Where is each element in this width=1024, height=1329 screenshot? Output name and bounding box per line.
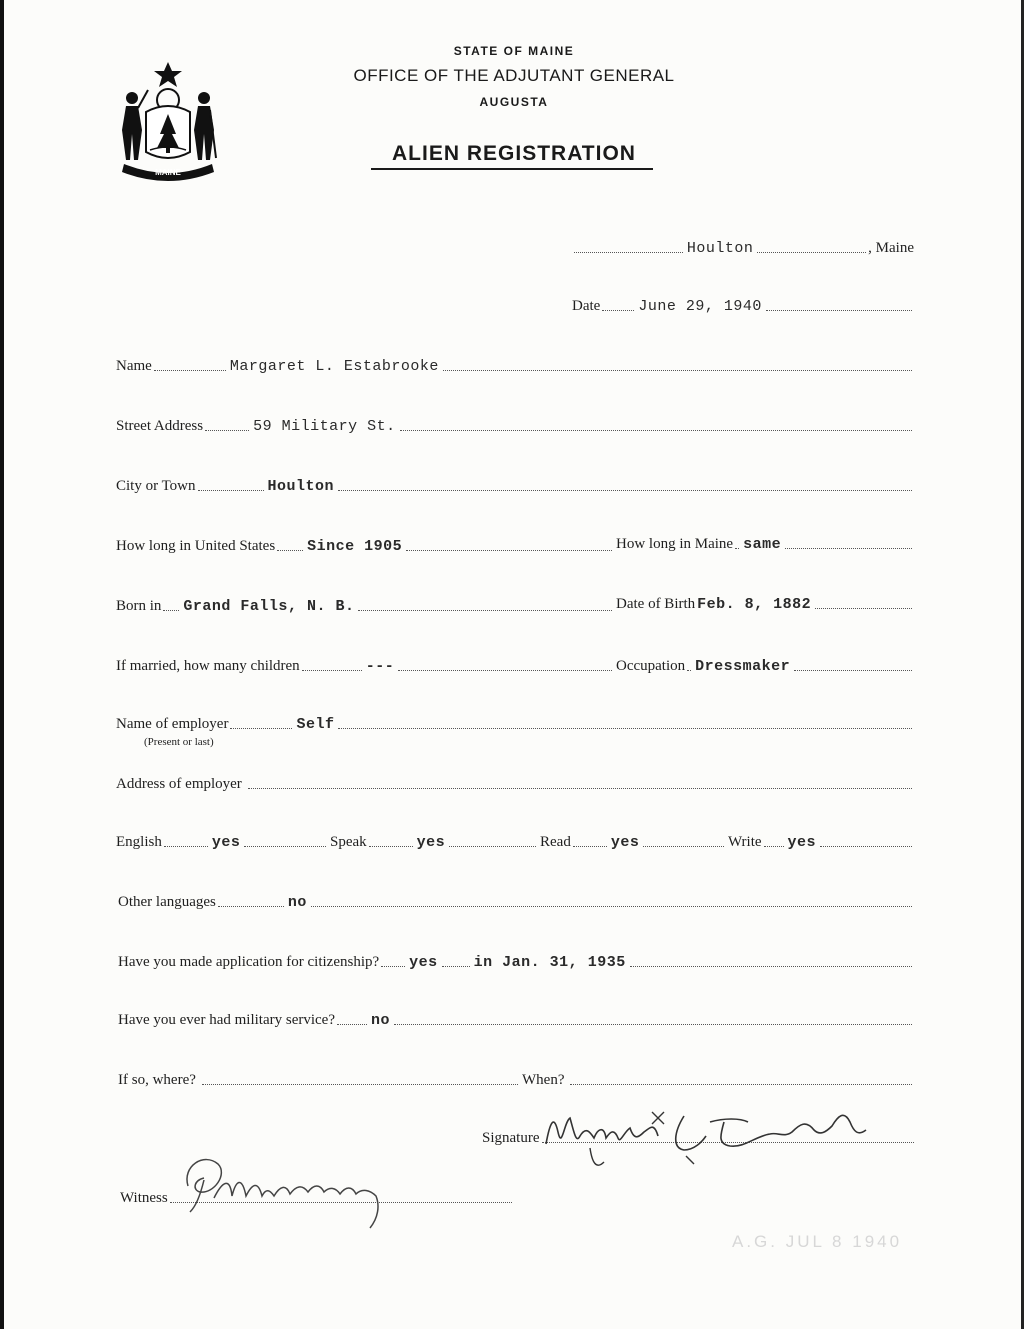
employer-address-label: Address of employer [116, 776, 242, 792]
date-of-birth-value: Feb. 8, 1882 [697, 596, 812, 613]
signature-handwriting [534, 1092, 884, 1172]
speak-value: yes [416, 834, 446, 851]
date-value: June 29, 1940 [638, 298, 762, 315]
street-address-field[interactable] [116, 418, 914, 435]
city-value: Houlton [267, 478, 335, 495]
employer-value: Self [296, 716, 335, 733]
read-label: Read [540, 834, 571, 850]
where-label: If so, where? [118, 1072, 196, 1088]
header-city: AUGUSTA [479, 95, 549, 109]
write-label: Write [728, 834, 762, 850]
employer-sublabel: (Present or last) [144, 736, 214, 748]
born-in-value: Grand Falls, N. B. [183, 598, 355, 615]
name-field[interactable] [116, 358, 914, 375]
citizenship-detail: in Jan. 31, 1935 [473, 954, 626, 971]
date-label: Date [572, 298, 601, 314]
how-long-maine-label: How long in Maine [616, 536, 734, 552]
header-state: STATE OF MAINE [453, 44, 575, 58]
city-label: City or Town [116, 478, 196, 494]
place-field[interactable] [572, 240, 914, 257]
how-long-us-field[interactable] [116, 538, 614, 555]
occupation-field[interactable] [616, 658, 914, 675]
military-field[interactable] [118, 1012, 914, 1029]
date-field[interactable] [572, 298, 914, 315]
place-suffix: , Maine [868, 240, 914, 256]
name-label: Name [116, 358, 152, 374]
street-address-label: Street Address [116, 418, 204, 434]
children-value: --- [365, 658, 395, 675]
citizenship-value: yes [409, 954, 438, 971]
employer-field[interactable] [116, 716, 914, 733]
how-long-maine-value: same [743, 536, 782, 553]
occupation-value: Dressmaker [695, 658, 791, 675]
title-underline [371, 168, 653, 170]
date-of-birth-field[interactable] [616, 596, 914, 613]
when-label: When? [522, 1072, 565, 1088]
where-field[interactable] [118, 1072, 520, 1089]
speak-field[interactable] [330, 834, 538, 851]
received-stamp: A.G. JUL 8 1940 [732, 1232, 903, 1251]
english-value: yes [211, 834, 241, 851]
other-languages-value: no [287, 894, 307, 911]
seal-banner-text: MAINE [155, 168, 181, 177]
when-field[interactable] [522, 1072, 914, 1089]
citizenship-field[interactable] [118, 954, 914, 971]
signature-label: Signature [482, 1130, 540, 1146]
other-languages-label: Other languages [118, 894, 216, 910]
header-office: OFFICE OF THE ADJUTANT GENERAL [353, 66, 675, 85]
born-in-label: Born in [116, 598, 162, 614]
children-field[interactable] [116, 658, 614, 675]
how-long-us-value: Since 1905 [307, 538, 403, 555]
born-in-field[interactable] [116, 598, 614, 615]
children-label: If married, how many children [116, 658, 300, 674]
occupation-label: Occupation [616, 658, 686, 674]
write-field[interactable] [728, 834, 914, 851]
citizenship-label: Have you made application for citizenship? [118, 954, 380, 970]
witness-handwriting [174, 1146, 414, 1236]
place-value: Houlton [686, 240, 754, 257]
write-value: yes [787, 834, 817, 851]
other-languages-field[interactable] [118, 894, 914, 911]
read-field[interactable] [540, 834, 726, 851]
form-title: ALIEN REGISTRATION [392, 142, 636, 165]
state-seal-icon [116, 60, 220, 184]
date-of-birth-label: Date of Birth [616, 596, 696, 612]
city-field[interactable] [116, 478, 914, 495]
military-label: Have you ever had military service? [118, 1012, 335, 1028]
english-label: English [116, 834, 162, 850]
witness-label: Witness [120, 1190, 168, 1206]
how-long-maine-field[interactable] [616, 536, 914, 553]
how-long-us-label: How long in United States [116, 538, 276, 554]
street-address-value: 59 Military St. [253, 418, 396, 435]
speak-label: Speak [330, 834, 367, 850]
name-value: Margaret L. Estabrooke [229, 358, 439, 375]
english-field[interactable] [116, 834, 328, 851]
read-value: yes [610, 834, 640, 851]
military-value: no [371, 1012, 391, 1029]
employer-label: Name of employer [116, 716, 229, 732]
employer-address-field[interactable] [116, 776, 914, 793]
